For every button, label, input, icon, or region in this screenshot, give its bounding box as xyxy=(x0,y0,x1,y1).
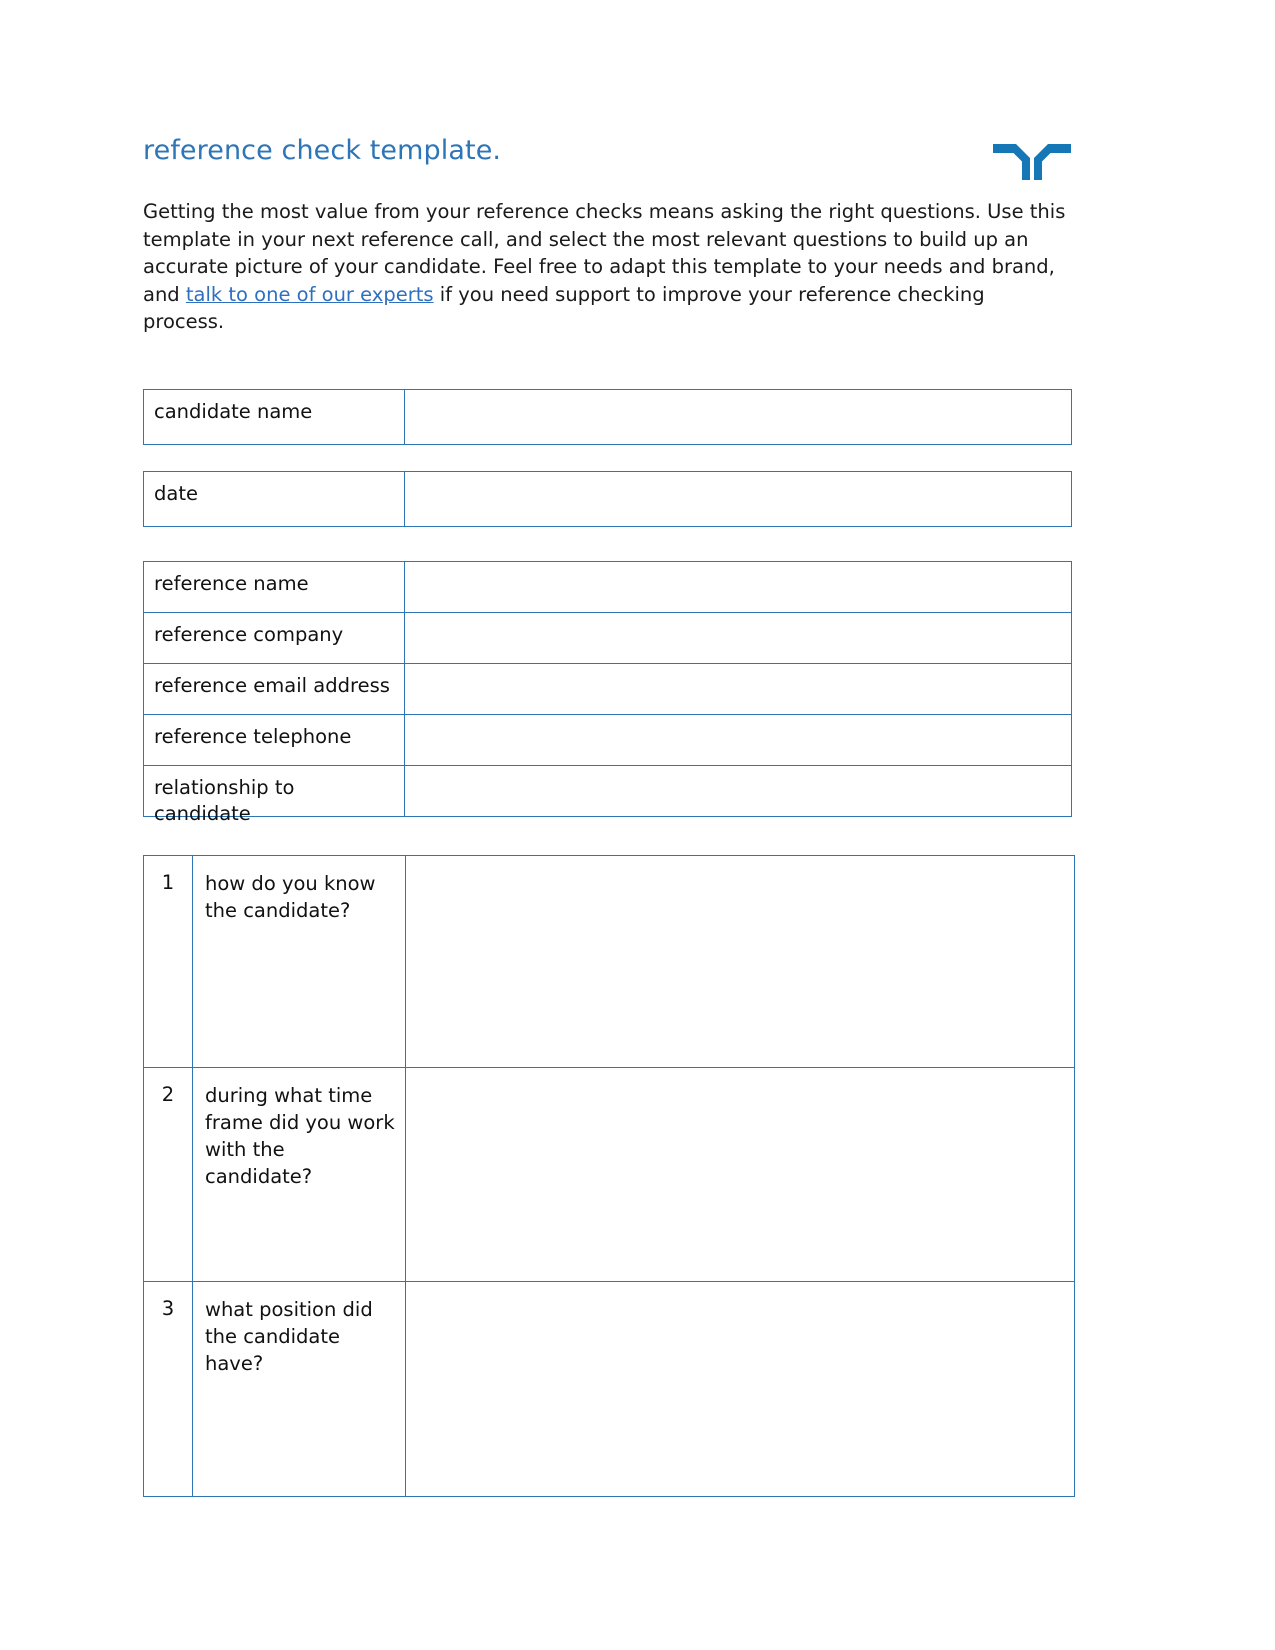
spacer xyxy=(143,445,1071,471)
question-1-answer-cell[interactable] xyxy=(406,856,1075,1068)
reference-telephone-label-cell xyxy=(144,715,405,766)
reference-company-value-cell[interactable] xyxy=(405,613,1072,664)
reference-email-input[interactable] xyxy=(405,664,1071,714)
relationship-value-cell[interactable] xyxy=(405,766,1072,817)
date-value-cell[interactable] xyxy=(405,472,1072,527)
spacer xyxy=(143,527,1071,561)
reference-company-label: reference company xyxy=(154,623,344,646)
reference-telephone-label: reference telephone xyxy=(154,725,352,748)
page-content xyxy=(143,128,1071,1497)
intro-text-after-link: if you need support to improve your reference checking process. xyxy=(143,282,985,333)
relationship-label-cell xyxy=(144,766,405,825)
question-2-answer-cell[interactable] xyxy=(406,1068,1075,1282)
table-row xyxy=(144,562,1072,613)
intro-text-before-link: Getting the most value from your reference checks means asking the right questions. Use this template in your next reference call, and select the most relevant questions to build up an accurate picture of your candidate. Feel free to adapt this template to your needs and brand, and xyxy=(143,200,1066,306)
question-3-answer-cell[interactable] xyxy=(406,1282,1075,1497)
question-1-text: how do you know the candidate? xyxy=(205,872,376,922)
question-3-number: 3 xyxy=(161,1297,175,1320)
intro-paragraph xyxy=(143,198,1068,336)
randstad-logo-icon xyxy=(993,142,1071,182)
candidate-name-label-cell xyxy=(144,390,405,445)
table-row xyxy=(144,1068,1075,1282)
page-title: reference check template. xyxy=(143,135,502,166)
reference-telephone-value-cell[interactable] xyxy=(405,715,1072,766)
date-label: date xyxy=(154,482,198,505)
table-row xyxy=(144,856,1075,1068)
document-header xyxy=(143,128,1071,190)
table-row xyxy=(144,390,1072,445)
table-row xyxy=(144,664,1072,715)
question-2-number: 2 xyxy=(161,1083,175,1106)
spacer xyxy=(143,355,1071,389)
question-2-text-cell xyxy=(193,1068,406,1282)
relationship-label: relationship to candidate xyxy=(154,776,295,825)
question-1-number-cell xyxy=(144,856,193,1068)
reference-name-label: reference name xyxy=(154,572,309,595)
table-row xyxy=(144,613,1072,664)
candidate-name-value-cell[interactable] xyxy=(405,390,1072,445)
reference-name-label-cell xyxy=(144,562,405,613)
question-3-text-cell xyxy=(193,1282,406,1497)
candidate-name-label: candidate name xyxy=(154,400,313,423)
date-label-cell xyxy=(144,472,405,527)
date-table xyxy=(143,471,1072,527)
question-3-text: what position did the candidate have? xyxy=(205,1298,373,1375)
question-1-answer-input[interactable] xyxy=(406,856,1074,880)
reference-name-value-cell[interactable] xyxy=(405,562,1072,613)
reference-company-label-cell xyxy=(144,613,405,664)
questions-table xyxy=(143,855,1075,1497)
question-2-answer-input[interactable] xyxy=(406,1068,1074,1092)
table-row xyxy=(144,766,1072,817)
question-2-text: during what time frame did you work with the candidate? xyxy=(205,1084,395,1188)
table-row xyxy=(144,715,1072,766)
question-3-answer-input[interactable] xyxy=(406,1282,1074,1306)
reference-telephone-input[interactable] xyxy=(405,715,1071,765)
question-2-number-cell xyxy=(144,1068,193,1282)
spacer xyxy=(143,817,1071,855)
reference-email-label-cell xyxy=(144,664,405,715)
candidate-name-input[interactable] xyxy=(405,390,1071,444)
reference-company-input[interactable] xyxy=(405,613,1071,663)
question-3-number-cell xyxy=(144,1282,193,1497)
talk-to-experts-link[interactable]: talk to one of our experts xyxy=(185,282,434,306)
reference-details-table xyxy=(143,561,1072,825)
date-input[interactable] xyxy=(405,472,1071,526)
reference-name-input[interactable] xyxy=(405,562,1071,612)
table-row xyxy=(144,1282,1075,1497)
relationship-input[interactable] xyxy=(405,766,1071,816)
reference-email-label: reference email address xyxy=(154,674,390,697)
question-1-number: 1 xyxy=(161,871,175,894)
question-1-text-cell xyxy=(193,856,406,1068)
reference-email-value-cell[interactable] xyxy=(405,664,1072,715)
candidate-name-table xyxy=(143,389,1072,445)
table-row xyxy=(144,472,1072,527)
